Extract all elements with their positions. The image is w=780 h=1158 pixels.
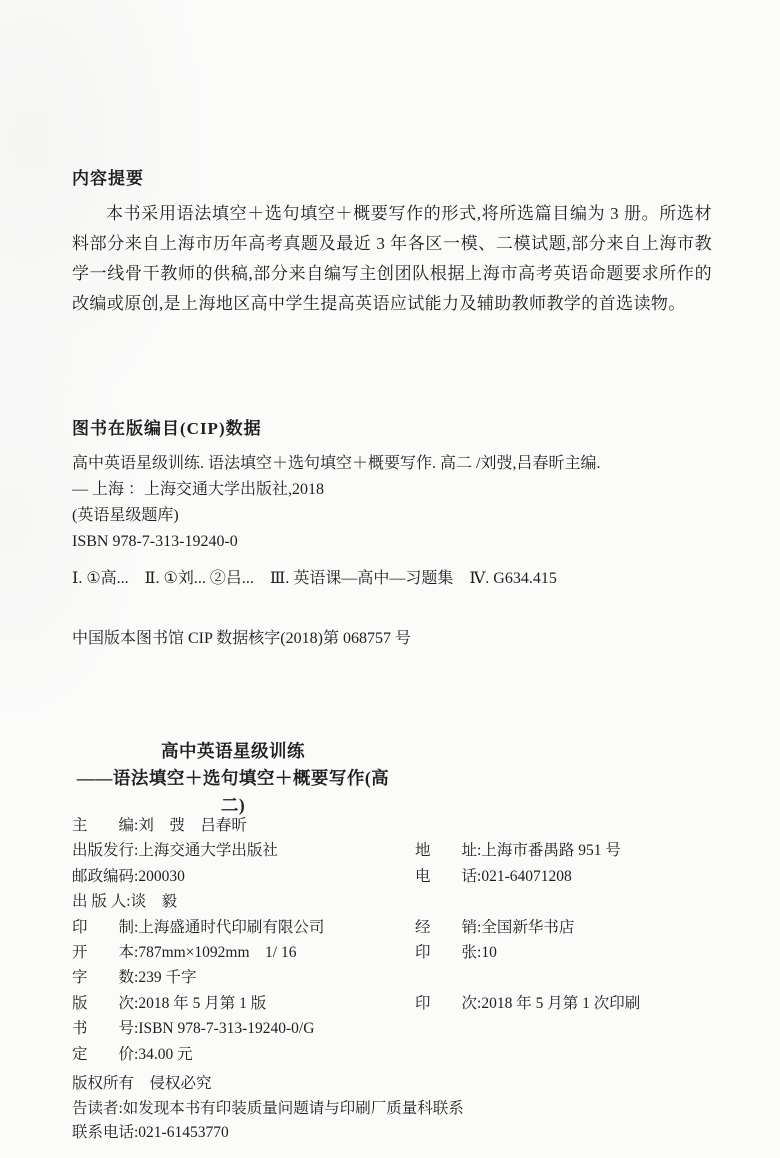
cip-title-line: 高中英语星级训练. 语法填空＋选句填空＋概要写作. 高二 /刘弢,吕春昕主编. (72, 455, 601, 472)
cip-heading: 图书在版编目(CIP)数据 (72, 419, 262, 438)
colophon-row (72, 991, 712, 1016)
colophon-label: 电 话: (415, 867, 482, 885)
colophon-value: 787mm×1092mm 1/ 16 (138, 944, 297, 962)
cip-series-line: (英语星级题库) (72, 507, 179, 524)
colophon-value: 34.00 元 (138, 1045, 193, 1063)
colophon-row (72, 813, 712, 838)
colophon-value: 全国新华书店 (481, 918, 575, 936)
colophon-row (72, 1042, 712, 1067)
book-subtitle: ——语法填空＋选句填空＋概要写作(高二) (76, 768, 390, 815)
copyright-notice-section (72, 1072, 712, 1146)
colophon-row (72, 940, 712, 965)
colophon-value: 谈 毅 (130, 893, 178, 911)
reader-notice: 告读者:如发现本书有印装质量问题请与印刷厂质量科联系 (72, 1099, 464, 1117)
colophon-value: ISBN 978-7-313-19240-0/G (138, 1020, 315, 1038)
colophon-label: 定 价: (72, 1045, 139, 1063)
colophon-value: 上海盛通时代印刷有限公司 (138, 918, 325, 936)
colophon-label: 开 本: (72, 944, 139, 962)
colophon-value: 10 (481, 944, 497, 962)
cip-publisher-line: — 上海 ：上海交通大学出版社,2018 (72, 481, 325, 498)
colophon-label: 印 制: (72, 918, 139, 936)
colophon-row (72, 915, 712, 940)
colophon-value: 上海市番禺路 951 号 (481, 842, 621, 860)
colophon-row (72, 965, 712, 990)
colophon-label: 邮政编码: (72, 867, 139, 885)
colophon-section (72, 813, 712, 1067)
colophon-row (72, 838, 712, 863)
colophon-label: 印 次: (415, 994, 482, 1012)
colophon-value: 刘 弢 吕春昕 (138, 817, 247, 834)
cip-classification-line: Ⅰ. ①高... Ⅱ. ①刘... ②吕... Ⅲ. 英语课—高中—习题集 Ⅳ. G634.415 (72, 570, 557, 587)
colophon-label: 版 次: (72, 994, 139, 1012)
colophon-value: 021-64071208 (481, 867, 572, 885)
colophon-value: 上海交通大学出版社 (138, 842, 278, 860)
cip-isbn-line: ISBN 978-7-313-19240-0 (72, 533, 238, 550)
content-summary-section (72, 168, 712, 319)
cip-data-section (72, 418, 712, 651)
colophon-row (72, 1016, 712, 1041)
colophon-label: 字 数: (72, 969, 139, 987)
copyright-statement: 版权所有 侵权必究 (72, 1075, 212, 1092)
book-title: 高中英语星级训练 (161, 741, 305, 761)
colophon-row (72, 864, 712, 889)
colophon-row (72, 889, 712, 914)
book-title-block (72, 738, 394, 819)
colophon-label: 出 版 人: (72, 893, 131, 911)
colophon-label: 书 号: (72, 1020, 139, 1038)
colophon-label: 主 编: (72, 817, 139, 834)
colophon-label: 印 张: (415, 944, 482, 962)
colophon-value: 2018 年 5 月第 1 次印刷 (481, 994, 641, 1012)
colophon-label: 出版发行: (72, 842, 139, 860)
colophon-value: 200030 (138, 867, 185, 885)
contact-phone: 联系电话:021-61453770 (72, 1124, 229, 1141)
cip-record-number: 中国版本图书馆 CIP 数据核字(2018)第 068757 号 (72, 630, 411, 647)
colophon-label: 地 址: (415, 842, 482, 860)
colophon-label: 经 销: (415, 918, 482, 936)
colophon-value: 239 千字 (138, 969, 197, 987)
colophon-value: 2018 年 5 月第 1 版 (138, 994, 267, 1012)
content-summary-heading: 内容提要 (72, 169, 144, 188)
content-summary-paragraph: 本书采用语法填空＋选句填空＋概要写作的形式,将所选篇目编为 3 册。所选材料部分来自上海市历年高考真题及最近 3 年各区一模、二模试题,部分来自上海市教学一线骨干教师的供稿,部分来自编写主创团队根据上海市高考英语命题要求所作的改编或原创,是上海地区高中学生提高英语应试能力及辅助教师教学的首选读物。 (72, 204, 712, 313)
